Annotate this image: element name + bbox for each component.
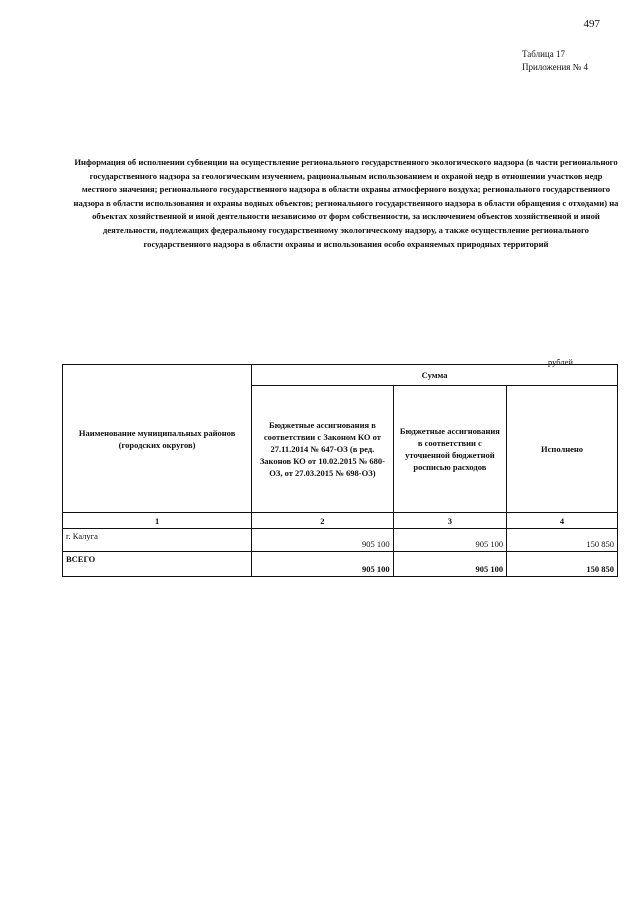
table-reference-line2: Приложения № 4: [521, 62, 588, 72]
total-value-a: 905 100: [252, 552, 394, 577]
column-number: 3: [393, 513, 506, 529]
table-reference-line1: Таблица 17: [521, 49, 565, 59]
header-name: Наименование муниципальных районов (городских округов): [63, 365, 252, 513]
table-reference: [522, 48, 588, 74]
column-number: 4: [507, 513, 618, 529]
row-value-a: 905 100: [252, 529, 394, 552]
header-col-c: Исполнено: [507, 386, 618, 513]
document-heading: Информация об исполнении субвенции на осуществление регионального государственного экологического надзора (в части регионального государственного надзора за геологическим изучением, рациональным использованием и охраной недр в отношении участков недр местного значения; регионального государственного надзора в области охраны атмосферного воздуха; регионального государственного надзора в области использования и охраны водных объектов; регионального государственного надзора в области обращения с отходами) на объектах хозяйственной и иной деятельности независимо от форм собственности, за исключением объектов хозяйственной и иной деятельности, подлежащих федеральному государственному экологическому надзору, а также осуществление регионального государственного надзора в области охраны и использования особо охраняемых природных территорий: [73, 157, 619, 249]
header-row: [63, 365, 618, 386]
total-value-b: 905 100: [393, 552, 506, 577]
row-name: г. Калуга: [63, 529, 252, 552]
row-value-b: 905 100: [393, 529, 506, 552]
column-number: 2: [252, 513, 394, 529]
page-number: 497: [583, 18, 600, 30]
total-name: ВСЕГО: [63, 552, 252, 577]
column-number-row: [63, 513, 618, 529]
total-row: [63, 552, 618, 577]
total-value-c: 150 850: [507, 552, 618, 577]
header-col-a: Бюджетные ассигнования в соответствии с Законом КО от 27.11.2014 № 647-ОЗ (в ред. Законов КО от 10.02.2015 № 680-ОЗ, от 27.03.2015 № 698-ОЗ): [252, 386, 394, 513]
data-table: [62, 364, 618, 577]
header-sum: Сумма: [252, 365, 618, 386]
header-col-b: Бюджетные ассигнования в соответствии с уточненной бюджетной росписью расходов: [393, 386, 506, 513]
table-row: [63, 529, 618, 552]
units-label: рублей: [548, 357, 573, 367]
row-value-c: 150 850: [507, 529, 618, 552]
column-number: 1: [63, 513, 252, 529]
